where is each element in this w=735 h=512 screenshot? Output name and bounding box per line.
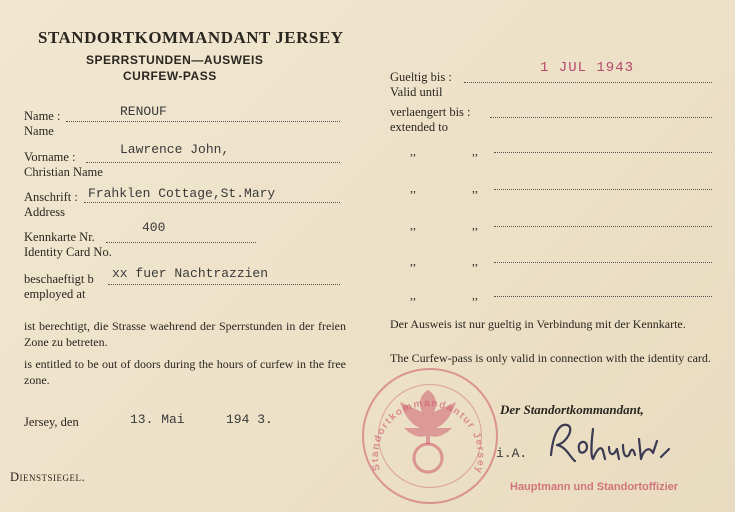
issue-day-month: 13. Mai xyxy=(130,412,185,427)
christian-name-value: Lawrence John, xyxy=(120,142,230,157)
anschrift-label-german: Anschrift : xyxy=(24,190,78,204)
extended-to-label: extended to xyxy=(390,120,448,134)
document-title: STANDORTKOMMANDANT JERSEY xyxy=(38,28,344,47)
commandant-title: Der Standortkommandant, xyxy=(500,402,644,417)
ditto-mark: ,, xyxy=(410,288,416,302)
ditto-mark: ,, xyxy=(472,288,478,302)
officer-stamp: Hauptmann und Standortoffizier xyxy=(510,481,679,493)
valid-until-label: Valid until xyxy=(390,85,443,99)
ditto-mark: ,, xyxy=(410,218,416,232)
beschaeftigt-label-german: beschaeftigt b xyxy=(24,272,94,286)
subtitle-english: CURFEW-PASS xyxy=(123,69,217,83)
svg-text:Standortkommandantur Jersey: Standortkommandantur Jersey xyxy=(369,397,487,476)
name-label-german: Name : xyxy=(24,109,61,123)
ditto-mark: ,, xyxy=(410,254,416,268)
issue-year: 194 3. xyxy=(226,412,273,427)
notice-english: The Curfew-pass is only valid in connection with the identity card. xyxy=(390,351,711,365)
statement-german: ist berechtigt, die Strasse waehrend der Sperrstunden in der freien Zone zu betreten. xyxy=(24,319,346,349)
verlaengert-label: verlaengert bis : xyxy=(390,105,471,119)
valid-until-stamp: 1 JUL 1943 xyxy=(540,60,635,76)
vorname-label-german: Vorname : xyxy=(24,150,76,164)
statement-english: is entitled to be out of doors during the hours of curfew in the free zone. xyxy=(24,357,346,387)
vorname-label-english: Christian Name xyxy=(24,165,103,179)
address-value: Frahklen Cottage,St.Mary xyxy=(88,186,276,201)
name-label-english: Name xyxy=(24,124,54,138)
notice-german: Der Ausweis ist nur gueltig in Verbindung mit der Kennkarte. xyxy=(390,317,686,331)
gueltig-label: Gueltig bis : xyxy=(390,70,452,84)
ditto-mark: ,, xyxy=(410,181,416,195)
ditto-mark: ,, xyxy=(410,144,416,158)
ditto-mark: ,, xyxy=(472,144,478,158)
beschaeftigt-label-english: employed at xyxy=(24,287,86,301)
ditto-mark: ,, xyxy=(472,181,478,195)
identity-card-number: 400 xyxy=(142,220,166,235)
kennkarte-label-german: Kennkarte Nr. xyxy=(24,230,95,244)
date-label: Jersey, den xyxy=(24,415,79,429)
subtitle-german: SPERRSTUNDEN—AUSWEIS xyxy=(86,53,264,67)
employed-at-value: xx fuer Nachtrazzien xyxy=(112,266,269,281)
surname-value: RENOUF xyxy=(120,104,167,119)
kennkarte-label-english: Identity Card No. xyxy=(24,245,112,259)
ia-abbreviation: i.A. xyxy=(496,446,528,461)
dienstsiegel-label: Dienstsiegel. xyxy=(10,470,86,484)
handwritten-signature xyxy=(545,415,675,470)
ditto-mark: ,, xyxy=(472,254,478,268)
ditto-mark: ,, xyxy=(472,218,478,232)
anschrift-label-english: Address xyxy=(24,205,65,219)
